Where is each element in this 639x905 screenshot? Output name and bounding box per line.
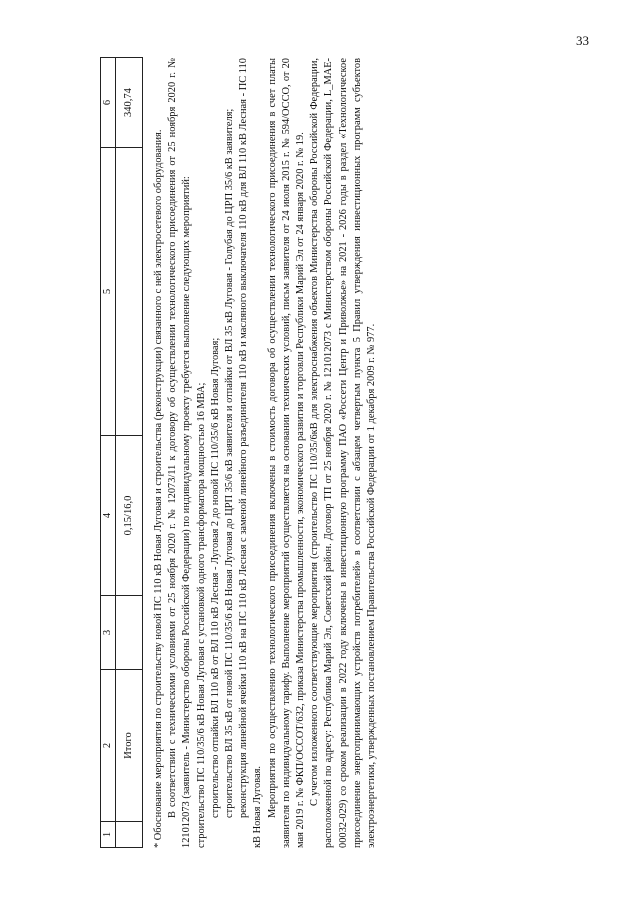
cell-3 — [116, 596, 143, 670]
cell-cost: 340,74 — [116, 58, 143, 148]
note-item-line-35: строительство ВЛ 35 кВ от новой ПС 110/35/6 кВ Новая Луговая до ЦРП 35/6 кВ заявителя и отпайки от ВЛ 35 кВ Луговая - Голубая до ЦРП 35/6 кВ заявителя; — [224, 108, 236, 818]
rotated-page-content — [100, 58, 480, 848]
col-header-4: 4 — [101, 436, 116, 596]
col-header-6: 6 — [101, 58, 116, 148]
col-header-2: 2 — [101, 670, 116, 822]
totals-table — [100, 57, 143, 848]
table-header-row — [101, 58, 116, 848]
note-item-substation: строительство ПС 110/35/6 кВ Новая Луговая с установкой одного трансформатора мощностью 16 МВА; — [195, 382, 207, 848]
note-item-branch-110: строительство отпайки ВЛ 110 кВ от ВЛ 110 кВ Лесная - Луговая 2 до новой ПС 110/35/6 кВ Новая Луговая; — [209, 337, 221, 818]
col-header-3: 3 — [101, 596, 116, 670]
page-number: 33 — [576, 33, 589, 48]
note-paragraph-program: С учетом изложенного соответствующие мероприятия (строительство ПС 110/35/6кВ для электроснабжения объектов Министерства обороны Российской Федерации, расположенной по адресу: Республика Марий Эл, Советский район. Договор ТП от 25 ноября 2020 г. № 121012073 с Министерством обороны Российской Федерации, L_MAE-00032-029) со сроком реализации в 2022 году включены в инвестиционную программу ПАО «Россети Центр и Приволжье» на 2021 - 2026 годы в раздел «Технологическое присоединение энергопринимающих устройств потребителей» в соответствии с абзацем четвертым пункта 5 Правил утверждения инвестиционных программ субъектов электроэнергетики, утвержденных постановлением Правительства Российской Федерации от 1 декабря 2009 г. № 977. — [309, 58, 378, 848]
col-header-1: 1 — [101, 822, 116, 848]
cell-5 — [116, 148, 143, 436]
note-heading: * Обоснование мероприятия по строительству новой ПС 110 кВ Новая Луговая и строительства (реконструкции) связанного с ней электросетевого оборудования. — [153, 129, 164, 848]
footnote-text — [152, 58, 379, 848]
note-item-reconstruction: реконструкция линейной ячейки 110 кВ на ПС 110 кВ Лесная с заменой линейного разъединителя 110 кВ и масляного выключателя 110 кВ для ВЛ 110 кВ Лесная - ПС 110 кВ Новая Луговая. — [238, 58, 264, 848]
col-header-5: 5 — [101, 148, 116, 436]
note-paragraph-tariff: Мероприятия по осуществлению технологического присоединения включены в стоимость договора об осуществлении технологического присоединения в счет платы заявителя по индивидуальному тарифу. Выполнение мероприятий осуществляется на основании технических условий, письм заявителя от 24 июля 2015 г. № 594/ОССО, от 20 мая 2019 г. № ФКП/ОССОТ/632, приказа Министерства промышленности, экономического развития и торговли Республики Марий Эл от 24 января 2020 г. № 19. — [266, 58, 307, 848]
cell-total-label: Итого — [116, 670, 143, 822]
cell-1 — [116, 822, 143, 848]
note-paragraph-tech-conditions: В соответствии с техническими условиями от 25 ноября 2020 г. № 12073/11 к договору об осуществлении технологического присоединения от 25 ноября 2020 г. № 121012073 (заявитель - Министерство обороны Российской Федерации) по индивидуальному проекту требуется выполнение следующих мероприятий: — [167, 58, 193, 848]
cell-capacity: 0,15/16,0 — [116, 436, 143, 596]
table-row-total — [116, 58, 143, 848]
